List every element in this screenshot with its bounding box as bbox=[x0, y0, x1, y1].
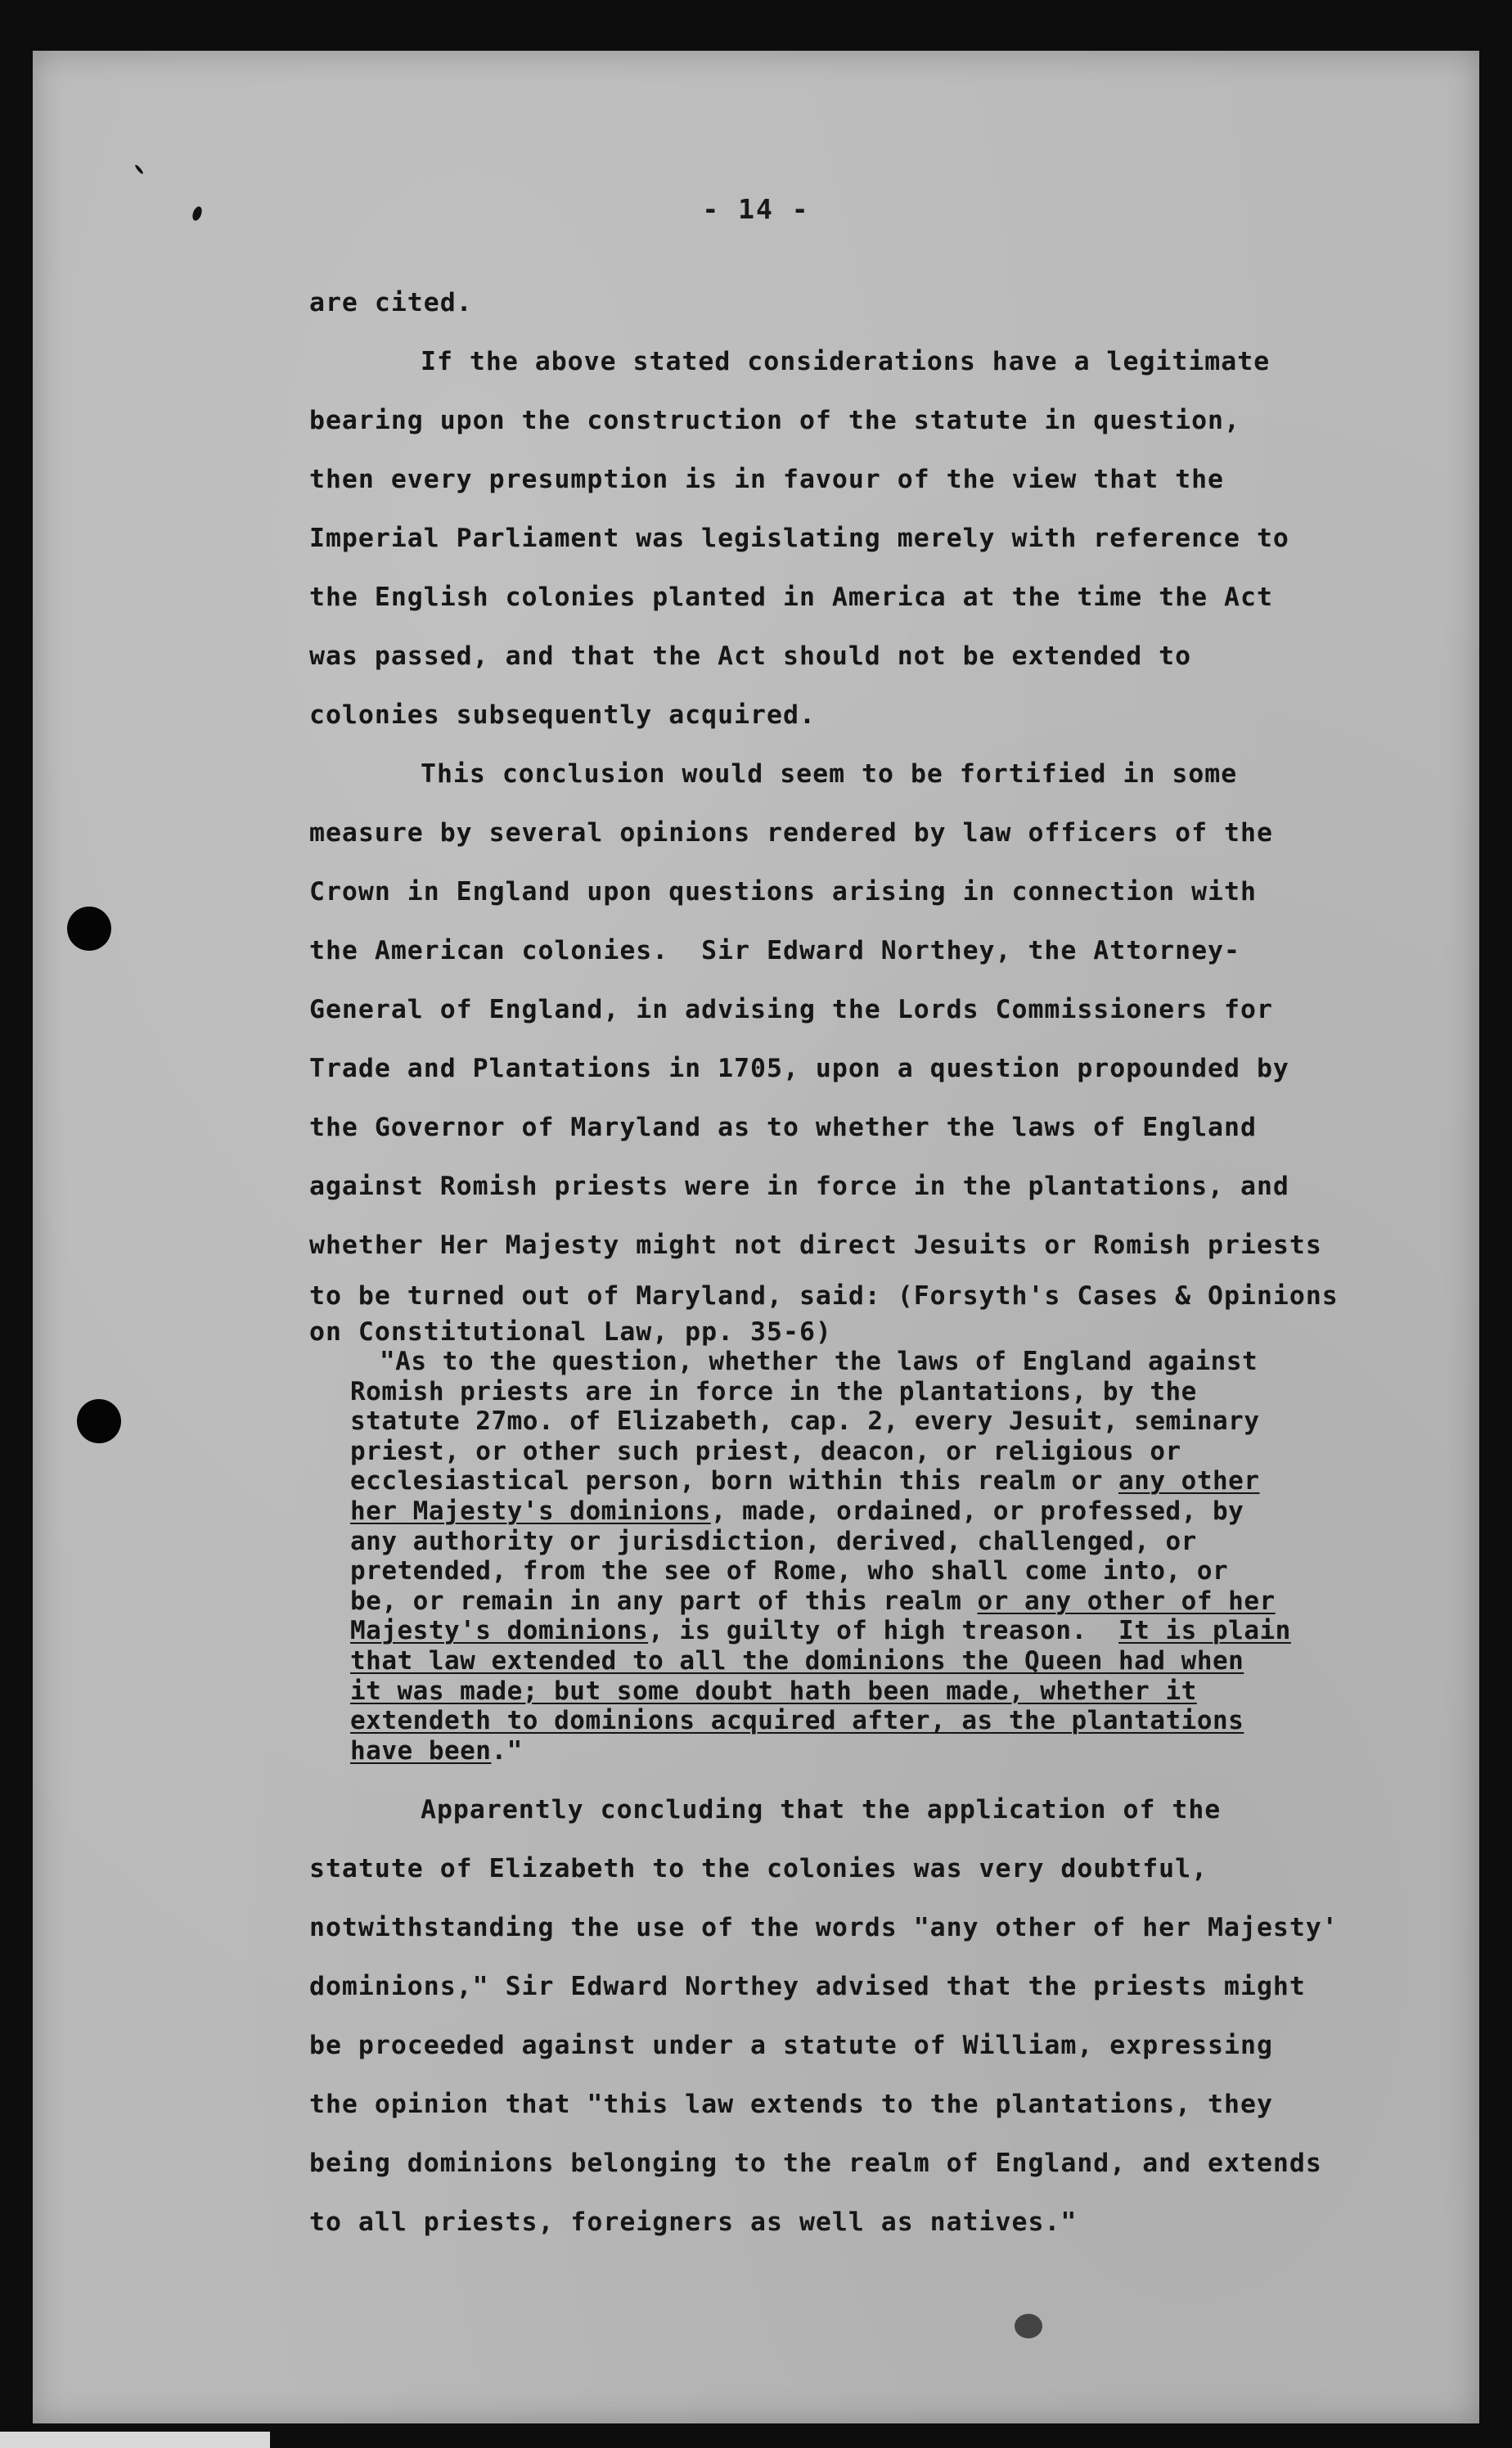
quote-line: "As to the question, whether the laws of England against bbox=[380, 1347, 1258, 1376]
ink-smudge bbox=[1015, 2314, 1042, 2338]
quote-line bbox=[350, 1466, 1438, 1496]
text-line: against Romish priests were in force in the plantations, and bbox=[309, 1172, 1289, 1201]
text-line: notwithstanding the use of the words "any other of her Majesty' bbox=[309, 1913, 1339, 1942]
text-line: Apparently concluding that the application of the bbox=[421, 1795, 1222, 1825]
text-line: Crown in England upon questions arising in connection with bbox=[309, 877, 1257, 907]
quote-line bbox=[350, 1616, 1438, 1646]
text-line: colonies subsequently acquired. bbox=[309, 700, 816, 730]
quote-line-underlined: extendeth to dominions acquired after, as the plantations bbox=[350, 1706, 1244, 1736]
quote-text: ." bbox=[491, 1735, 523, 1766]
text-line: on Constitutional Law, pp. 35-6) bbox=[309, 1317, 832, 1347]
quote-text-underlined: Majesty's dominions bbox=[350, 1616, 649, 1646]
text-line: to be turned out of Maryland, said: (Forsyth's Cases & Opinions bbox=[309, 1281, 1339, 1311]
quote-line: statute 27mo. of Elizabeth, cap. 2, every Jesuit, seminary bbox=[350, 1406, 1260, 1437]
quote-text: be, or remain in any part of this realm bbox=[350, 1586, 978, 1616]
text-line: This conclusion would seem to be fortified in some bbox=[421, 759, 1238, 789]
scan-edge-label bbox=[0, 2432, 270, 2448]
text-line: bearing upon the construction of the statute in question, bbox=[309, 406, 1240, 435]
quote-line-underlined: it was made; but some doubt hath been made, whether it bbox=[350, 1676, 1197, 1706]
text-line: dominions," Sir Edward Northey advised that the priests might bbox=[309, 1972, 1306, 2001]
text-line: to all priests, foreigners as well as natives." bbox=[309, 2207, 1078, 2237]
text-line: the American colonies. Sir Edward Northey, the Attorney- bbox=[309, 936, 1240, 965]
block-quotation bbox=[350, 1347, 1438, 1766]
quote-text: , is guilty of high treason. bbox=[648, 1616, 1119, 1646]
quote-line: Romish priests are in force in the plantations, by the bbox=[350, 1376, 1197, 1406]
paragraph-4 bbox=[309, 1780, 1447, 2252]
page-number: - 14 - bbox=[702, 193, 810, 225]
quote-line: priest, or other such priest, deacon, or religious or bbox=[350, 1436, 1181, 1466]
text-line: being dominions belonging to the realm of England, and extends bbox=[309, 2149, 1322, 2178]
paragraph-1 bbox=[309, 273, 1447, 332]
text-line: the English colonies planted in America at the time the Act bbox=[309, 583, 1273, 612]
quote-line: pretended, from the see of Rome, who shall come into, or bbox=[350, 1556, 1229, 1586]
text-line: statute of Elizabeth to the colonies was very doubtful, bbox=[309, 1854, 1208, 1883]
text-line: the Governor of Maryland as to whether the laws of England bbox=[309, 1113, 1257, 1142]
text-line: be proceeded against under a statute of William, expressing bbox=[309, 2031, 1273, 2060]
quote-line: any authority or jurisdiction, derived, challenged, or bbox=[350, 1526, 1197, 1556]
quote-text-underlined: or any other of her bbox=[977, 1586, 1276, 1616]
quote-line-part bbox=[350, 1466, 1260, 1496]
quote-line-underlined: that law extended to all the dominions the Queen had when bbox=[350, 1645, 1244, 1676]
quote-line-part bbox=[350, 1616, 1291, 1645]
quote-text: ecclesiastical person, born within this realm or bbox=[350, 1466, 1119, 1496]
quote-text-underlined: her Majesty's dominions bbox=[350, 1496, 711, 1526]
text-line: If the above stated considerations have a legitimate bbox=[421, 347, 1271, 376]
text-line: was passed, and that the Act should not be extended to bbox=[309, 641, 1192, 671]
quote-line-part bbox=[350, 1586, 1276, 1616]
paragraph-3 bbox=[309, 745, 1447, 1347]
quote-line-part bbox=[350, 1496, 1244, 1526]
paragraph-2 bbox=[309, 332, 1447, 745]
quote-line bbox=[350, 1586, 1438, 1617]
punch-hole-lower bbox=[77, 1399, 121, 1443]
quote-line bbox=[350, 1496, 1438, 1527]
text-line: whether Her Majesty might not direct Jesuits or Romish priests bbox=[309, 1231, 1322, 1260]
punch-hole-upper bbox=[67, 907, 111, 951]
text-line: then every presumption is in favour of the view that the bbox=[309, 465, 1225, 494]
quote-text-underlined: It is plain bbox=[1118, 1616, 1291, 1646]
text-line: are cited. bbox=[309, 288, 473, 317]
text-line: General of England, in advising the Lords Commissioners for bbox=[309, 995, 1273, 1024]
quote-text-underlined: have been bbox=[350, 1735, 492, 1766]
quote-line bbox=[350, 1736, 1438, 1766]
text-line: Imperial Parliament was legislating merely with reference to bbox=[309, 524, 1289, 553]
text-line: measure by several opinions rendered by law officers of the bbox=[309, 818, 1273, 848]
quote-line-part bbox=[350, 1736, 523, 1766]
quote-text-underlined: any other bbox=[1118, 1466, 1260, 1496]
quote-text: , made, ordained, or professed, by bbox=[710, 1496, 1244, 1526]
text-line: Trade and Plantations in 1705, upon a question propounded by bbox=[309, 1054, 1289, 1083]
text-line: the opinion that "this law extends to the plantations, they bbox=[309, 2090, 1273, 2119]
